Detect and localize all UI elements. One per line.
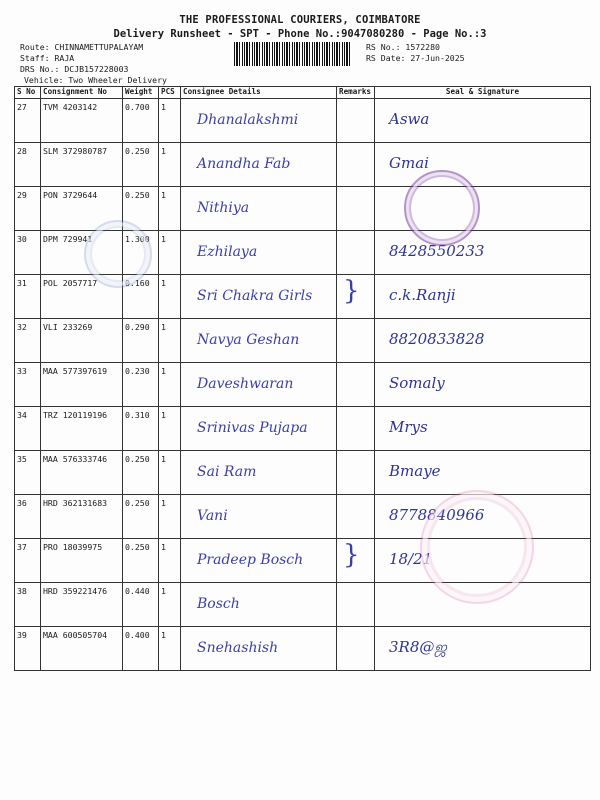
weight-cell: 0.230 <box>123 363 159 407</box>
consignee-cell <box>181 363 337 407</box>
consignee-cell <box>181 319 337 363</box>
col-weight: Weight <box>123 87 159 99</box>
weight-cell: 0.310 <box>123 407 159 451</box>
sno-cell: 27 <box>15 99 41 143</box>
consignee-cell <box>181 627 337 671</box>
signature-cell-text: Somaly <box>389 374 445 392</box>
sno-cell: 34 <box>15 407 41 451</box>
consignment-no-cell: PRO 18039975 <box>41 539 123 583</box>
weight-cell: 0.700 <box>123 99 159 143</box>
table-row <box>15 143 591 187</box>
weight-cell: 0.290 <box>123 319 159 363</box>
pcs-cell: 1 <box>159 583 181 627</box>
barcode <box>234 42 352 66</box>
bracket-mark: } <box>343 540 360 570</box>
rs-no-label: RS No.: 1572280 <box>366 42 440 52</box>
remarks-cell <box>337 143 375 187</box>
consignee-cell <box>181 451 337 495</box>
weight-cell: 0.400 <box>123 627 159 671</box>
consignment-no-cell: MAA 600505704 <box>41 627 123 671</box>
remarks-cell <box>337 627 375 671</box>
consignee-cell-text: Daveshwaran <box>197 376 294 392</box>
consignment-no-cell: VLI 233269 <box>41 319 123 363</box>
col-consignment-no: Consignment No <box>41 87 123 99</box>
pcs-cell: 1 <box>159 143 181 187</box>
weight-cell: 0.250 <box>123 451 159 495</box>
remarks-cell <box>337 275 375 319</box>
remarks-cell <box>337 231 375 275</box>
pcs-cell: 1 <box>159 363 181 407</box>
table-row <box>15 319 591 363</box>
consignee-cell-text: Pradeep Bosch <box>197 552 304 568</box>
col-pcs: PCS <box>159 87 181 99</box>
pcs-cell: 1 <box>159 539 181 583</box>
faded-stamp <box>84 220 152 288</box>
sno-cell: 35 <box>15 451 41 495</box>
signature-cell-text: Aswa <box>389 110 430 128</box>
rs-date-label: RS Date: 27-Jun-2025 <box>366 53 465 63</box>
weight-cell: 0.250 <box>123 187 159 231</box>
sno-cell: 38 <box>15 583 41 627</box>
pcs-cell: 1 <box>159 407 181 451</box>
table-row <box>15 451 591 495</box>
signature-cell-text: 3R8@ஜ <box>389 638 447 656</box>
route-label: Route: CHINNAMETTUPALAYAM <box>20 42 144 52</box>
remarks-cell <box>337 583 375 627</box>
col-remarks: Remarks <box>337 87 375 99</box>
consignee-cell <box>181 231 337 275</box>
vehicle-label: Vehicle: Two Wheeler Delivery <box>24 75 167 85</box>
weight-cell: 0.250 <box>123 143 159 187</box>
signature-cell <box>375 627 591 671</box>
pcs-cell: 1 <box>159 99 181 143</box>
table-row <box>15 99 591 143</box>
consignment-no-cell: SLM 372980787 <box>41 143 123 187</box>
pink-stamp <box>420 490 534 604</box>
consignee-cell <box>181 407 337 451</box>
signature-cell-text: Bmaye <box>389 462 441 480</box>
consignment-no-cell: MAA 577397619 <box>41 363 123 407</box>
signature-cell-text: 8778840966 <box>389 506 485 524</box>
consignee-cell-text: Sri Chakra Girls <box>197 288 313 304</box>
pcs-cell: 1 <box>159 187 181 231</box>
consignee-cell-text: Dhanalakshmi <box>197 112 299 128</box>
sno-cell: 31 <box>15 275 41 319</box>
consignee-cell <box>181 143 337 187</box>
consignment-no-cell: POL 2057717 <box>41 275 123 319</box>
signature-cell-text: c.k.Ranji <box>389 286 456 304</box>
weight-cell: 0.440 <box>123 583 159 627</box>
sno-cell: 32 <box>15 319 41 363</box>
pcs-cell: 1 <box>159 319 181 363</box>
sno-cell: 28 <box>15 143 41 187</box>
page-subtitle: Delivery Runsheet - SPT - Phone No.:9047080280 - Page No.:3 <box>113 28 487 40</box>
signature-cell-text: 8820833828 <box>389 330 485 348</box>
weight-cell: 0.250 <box>123 495 159 539</box>
consignment-no-cell: DPM 729941 <box>41 231 123 275</box>
signature-cell <box>375 99 591 143</box>
consignment-no-cell: HRD 362131683 <box>41 495 123 539</box>
consignment-no-cell: TVM 4203142 <box>41 99 123 143</box>
consignee-cell <box>181 495 337 539</box>
remarks-cell <box>337 363 375 407</box>
signature-cell-text: Mrys <box>389 418 428 436</box>
consignee-cell-text: Navya Geshan <box>197 332 300 348</box>
consignee-cell-text: Snehashish <box>197 640 279 656</box>
consignment-no-cell: TRZ 120119196 <box>41 407 123 451</box>
col-consignee: Consignee Details <box>181 87 337 99</box>
consignment-no-cell: HRD 359221476 <box>41 583 123 627</box>
sno-cell: 33 <box>15 363 41 407</box>
weight-cell: 0.160 <box>123 275 159 319</box>
signature-cell <box>375 231 591 275</box>
signature-cell <box>375 143 591 187</box>
seal-stamp <box>404 170 480 246</box>
remarks-cell <box>337 539 375 583</box>
page-title: THE PROFESSIONAL COURIERS, COIMBATORE <box>179 14 421 26</box>
remarks-cell <box>337 495 375 539</box>
signature-cell <box>375 363 591 407</box>
signature-cell-text: 18/21 <box>389 550 433 568</box>
sno-cell: 36 <box>15 495 41 539</box>
signature-cell <box>375 275 591 319</box>
pcs-cell: 1 <box>159 451 181 495</box>
staff-label: Staff: RAJA <box>20 53 75 63</box>
bracket-mark: } <box>343 276 360 306</box>
weight-cell: 0.250 <box>123 539 159 583</box>
sno-cell: 29 <box>15 187 41 231</box>
consignee-cell-text: Ezhilaya <box>197 244 258 260</box>
table-header-row <box>15 87 591 99</box>
remarks-cell <box>337 99 375 143</box>
consignee-cell-text: Vani <box>197 508 228 524</box>
pcs-cell: 1 <box>159 495 181 539</box>
remarks-cell <box>337 451 375 495</box>
consignee-cell <box>181 275 337 319</box>
signature-cell <box>375 319 591 363</box>
consignee-cell-text: Nithiya <box>197 200 250 216</box>
drs-no-label: DRS No.: DCJB157228003 <box>20 64 129 74</box>
consignee-cell <box>181 583 337 627</box>
signature-cell-text: Gmai <box>389 154 429 172</box>
pcs-cell: 1 <box>159 627 181 671</box>
consignee-cell-text: Sai Ram <box>197 464 257 480</box>
remarks-cell <box>337 319 375 363</box>
col-sno: S No <box>15 87 41 99</box>
sno-cell: 37 <box>15 539 41 583</box>
consignee-cell-text: Srinivas Pujapa <box>197 420 308 436</box>
remarks-cell <box>337 407 375 451</box>
consignee-cell <box>181 187 337 231</box>
consignment-no-cell: PON 3729644 <box>41 187 123 231</box>
pcs-cell: 1 <box>159 275 181 319</box>
signature-cell <box>375 407 591 451</box>
remarks-cell <box>337 187 375 231</box>
sno-cell: 30 <box>15 231 41 275</box>
consignment-no-cell: MAA 576333746 <box>41 451 123 495</box>
table-row <box>15 407 591 451</box>
consignee-cell-text: Bosch <box>197 596 240 612</box>
col-seal-signature: Seal & Signature <box>375 87 591 99</box>
consignee-cell <box>181 99 337 143</box>
consignee-cell-text: Anandha Fab <box>197 156 291 172</box>
sno-cell: 39 <box>15 627 41 671</box>
weight-cell: 1.300 <box>123 231 159 275</box>
signature-cell <box>375 451 591 495</box>
signature-cell-text: 8428550233 <box>389 242 485 260</box>
consignee-cell <box>181 539 337 583</box>
pcs-cell: 1 <box>159 231 181 275</box>
table-row <box>15 627 591 671</box>
table-row <box>15 363 591 407</box>
